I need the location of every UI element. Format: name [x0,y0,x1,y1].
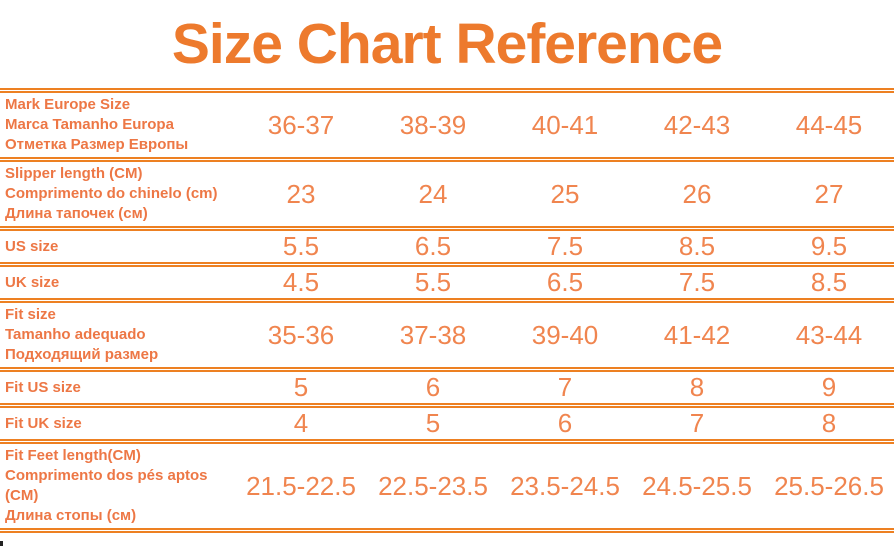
size-value: 21.5-22.5 [246,470,356,501]
table-row [0,406,894,442]
size-value: 26 [682,178,712,209]
row-label-line: US size [5,237,59,255]
size-value: 22.5-23.5 [378,470,488,501]
size-table-body [0,91,894,531]
table-row [0,442,894,531]
size-value: 7 [689,408,705,438]
row-label-line: Длина тапочек (см) [5,205,148,222]
size-chart-table [0,88,894,533]
page-title: Size Chart Reference [171,12,723,76]
size-value: 4 [293,408,309,438]
size-value: 9.5 [810,231,848,261]
row-label [0,265,235,301]
size-value: 7.5 [546,231,584,261]
row-label-line: Отметка Размер Европы [5,136,189,153]
row-label-line: Marca Tamanho Europa [5,116,174,133]
size-value: 42-43 [663,109,731,140]
size-value: 24 [418,178,448,209]
bottom-left-mark [0,541,3,546]
size-value: 8.5 [678,231,716,261]
size-value: 5.5 [414,267,452,297]
row-label-line: Comprimento dos pés aptos (CM) [5,467,208,504]
table-row [0,91,894,160]
size-value: 44-45 [795,109,863,140]
size-value: 24.5-25.5 [642,470,752,501]
row-label-line: Mark Europe Size [5,96,131,113]
size-value: 7.5 [678,267,716,297]
row-label-line: Fit size [5,306,56,323]
size-value: 39-40 [531,319,599,350]
size-value: 7 [557,372,573,402]
size-value: 5.5 [282,231,320,261]
size-value: 23.5-24.5 [510,470,620,501]
size-value: 25 [550,178,580,209]
size-value: 38-39 [399,109,467,140]
size-value: 8 [689,372,705,402]
size-value: 6.5 [546,267,584,297]
row-label [0,370,235,406]
size-value: 43-44 [795,319,863,350]
table-row [0,301,894,370]
size-value: 36-37 [267,109,335,140]
table-row [0,370,894,406]
size-value: 6 [425,372,441,402]
table-row [0,265,894,301]
size-value: 37-38 [399,319,467,350]
row-label-line: Fit US size [5,378,81,396]
row-label [0,229,235,265]
size-value: 4.5 [282,267,320,297]
size-value: 8.5 [810,267,848,297]
table-row [0,160,894,229]
row-label-line: Fit UK size [5,414,82,432]
row-label-line: UK size [5,273,60,291]
row-label-line: Подходящий размер [5,346,159,363]
size-value: 25.5-26.5 [774,470,884,501]
size-value: 23 [286,178,316,209]
size-value: 40-41 [531,109,599,140]
size-value: 5 [425,408,441,438]
row-label-line: Tamanho adequado [5,326,146,343]
row-label [0,301,235,370]
row-label [0,442,235,531]
row-label [0,91,235,160]
size-value: 9 [821,372,837,402]
size-value: 6.5 [414,231,452,261]
row-label [0,160,235,229]
size-value: 35-36 [267,319,335,350]
row-label-line: Fit Feet length(CM) [5,447,141,464]
size-value: 6 [557,408,573,438]
size-value: 27 [814,178,844,209]
row-label-line: Длина стопы (см) [5,507,137,524]
row-label-line: Slipper length (CM) [5,165,143,182]
table-row [0,229,894,265]
size-value: 41-42 [663,319,731,350]
size-value: 5 [293,372,309,402]
row-label-line: Comprimento do chinelo (cm) [5,185,218,202]
row-label [0,406,235,442]
size-value: 8 [821,408,837,438]
